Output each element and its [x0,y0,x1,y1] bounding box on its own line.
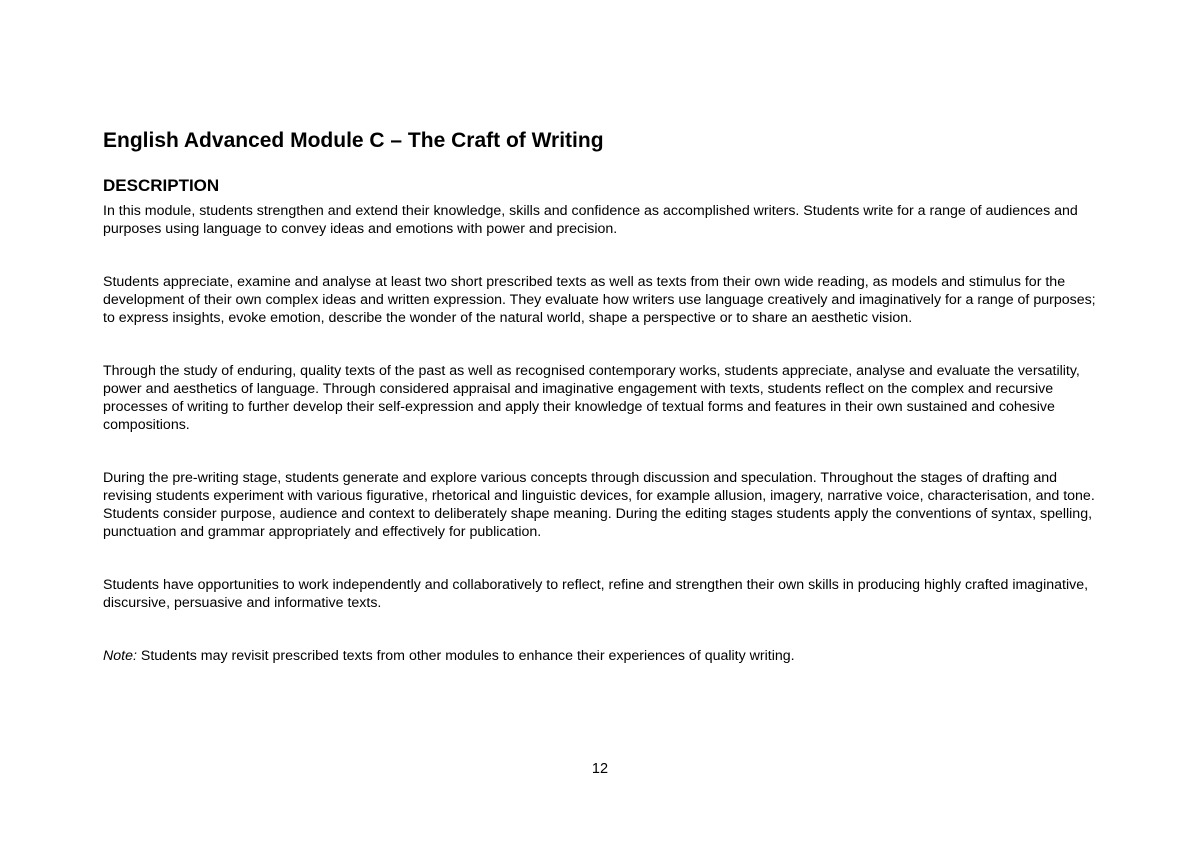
document-page [103,127,1098,665]
page-number: 12 [591,761,609,777]
paragraph-5: Students have opportunities to work independently and collaboratively to reflect, refine and strengthen their own skills in producing highly crafted imaginative, discursive, persuasive and informative texts. [103,577,1089,611]
note-paragraph [103,647,1098,665]
paragraph-3: Through the study of enduring, quality texts of the past as well as recognised contemporary works, students appreciate, analyse and evaluate the versatility, power and aesthetics of language. Through considered appraisal and imaginative engagement with texts, students reflect on the complex and recursive processes of writing to further develop their self-expression and apply their knowledge of textual forms and features in their own sustained and cohesive compositions. [103,363,1080,433]
paragraph-1: In this module, students strengthen and extend their knowledge, skills and confidence as accomplished writers. Students write for a range of audiences and purposes using language to convey ideas and emotions with power and precision. [103,203,1078,237]
document-title: English Advanced Module C – The Craft of Writing [103,129,604,152]
paragraph-4: During the pre-writing stage, students generate and explore various concepts through discussion and speculation. Throughout the stages of drafting and revising students experiment with various figurative, rhetorical and linguistic devices, for example allusion, imagery, narrative voice, characterisation, and tone. Students consider purpose, audience and context to deliberately shape meaning. During the editing stages students apply the conventions of syntax, spelling, punctuation and grammar appropriately and effectively for publication. [103,470,1095,540]
note-text: Students may revisit prescribed texts from other modules to enhance their experiences of quality writing. [136,648,795,664]
section-heading: DESCRIPTION [103,176,220,195]
note-label: Note: [103,648,137,664]
paragraph-2: Students appreciate, examine and analyse at least two short prescribed texts as well as texts from their own wide reading, as models and stimulus for the development of their own complex ideas and written expression. They evaluate how writers use language creatively and imaginatively for a range of purposes; to express insights, evoke emotion, describe the wonder of the natural world, shape a perspective or to share an aesthetic vision. [103,274,1096,326]
